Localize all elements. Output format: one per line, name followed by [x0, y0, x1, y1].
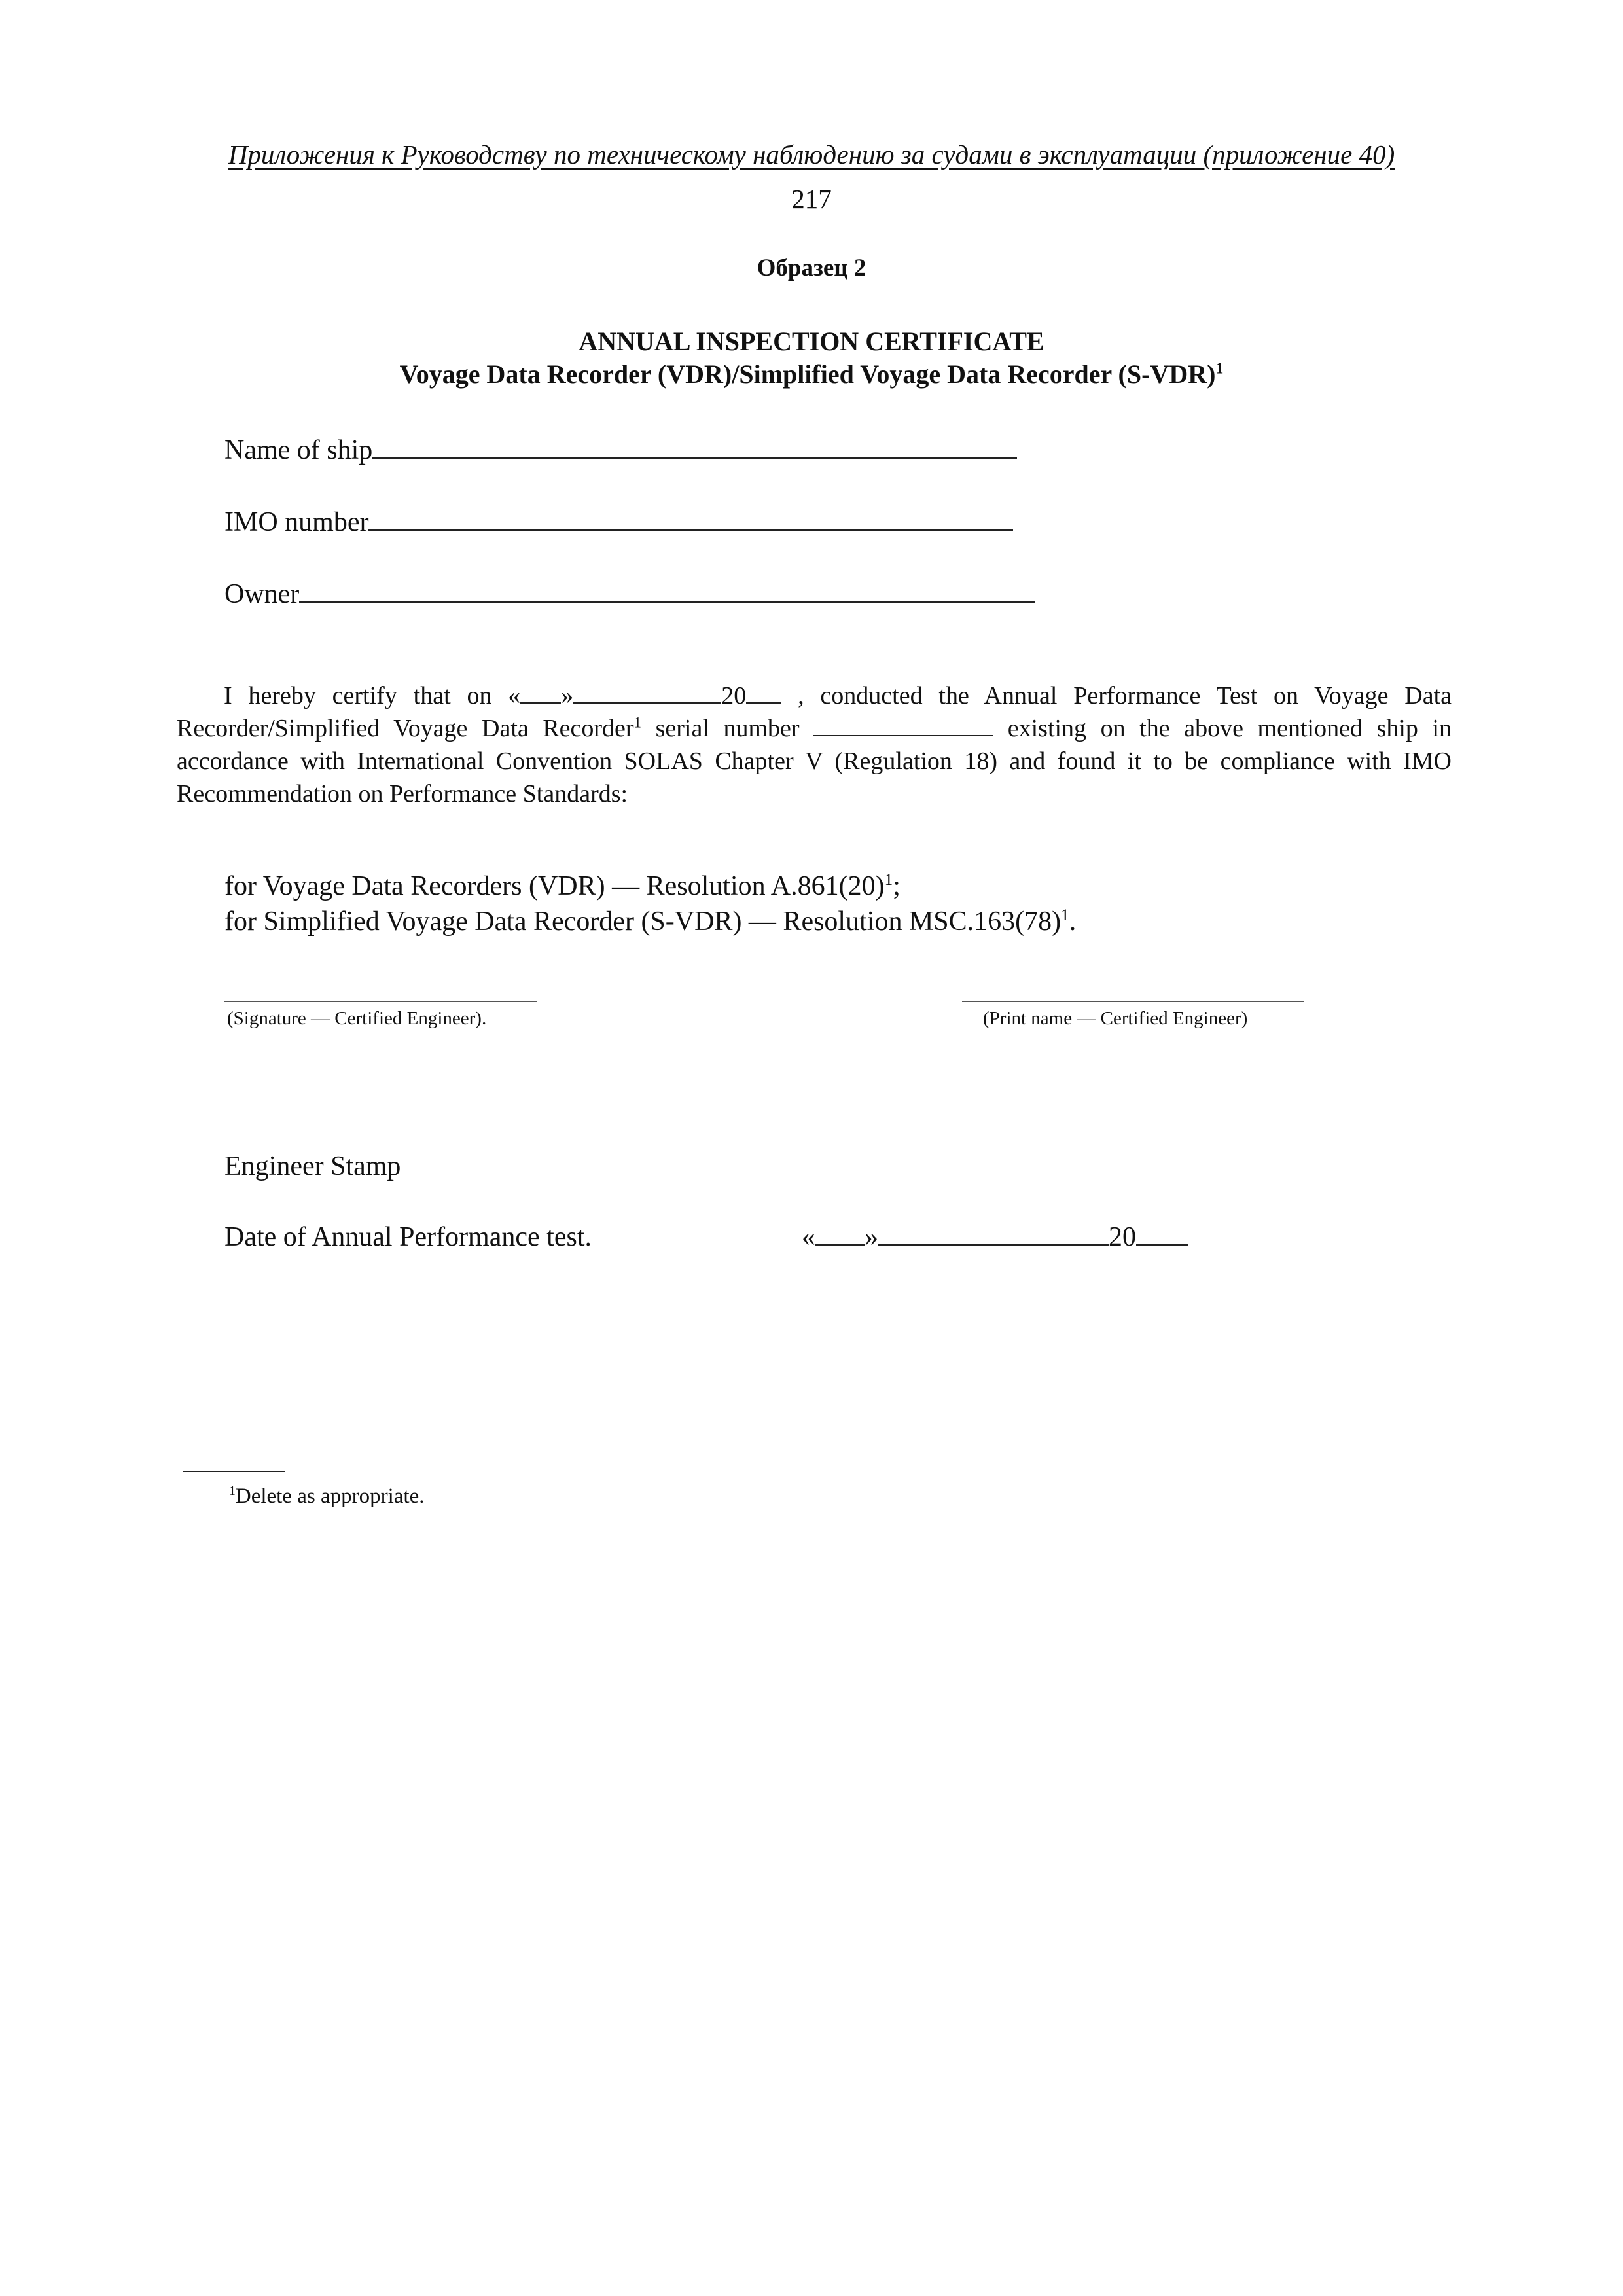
standard-vdr	[224, 870, 901, 902]
footnote-text: Delete as appropriate.	[235, 1484, 425, 1508]
year-blank[interactable]	[746, 684, 781, 704]
engineer-stamp: Engineer Stamp	[224, 1151, 401, 1181]
footnote-ref: 1	[633, 714, 641, 731]
date-month-blank[interactable]	[878, 1244, 1109, 1246]
certify-text-6: existing on the above mentioned ship in accordance with International Convention SOLAS Chapter V (Regulation 18) and found it to be compliance with IMO Recommendation on Performance Standards:	[177, 715, 1452, 808]
footnote-mark: 1	[229, 1484, 236, 1498]
date-close-quote: »	[865, 1222, 878, 1252]
standard-svdr	[224, 906, 1076, 937]
footnote-ref: 1	[1061, 906, 1069, 924]
name-of-ship-label: Name of ship	[224, 435, 373, 465]
owner-label: Owner	[224, 579, 300, 609]
month-blank[interactable]	[573, 684, 721, 704]
certification-paragraph	[177, 679, 1452, 810]
sample-label: Образец 2	[757, 255, 866, 281]
imo-number-field	[224, 507, 1013, 538]
name-of-ship-field	[224, 435, 1017, 466]
subtitle-text: Voyage Data Recorder (VDR)/Simplified Voyage Data Recorder (S-VDR)	[399, 359, 1216, 389]
running-header: Приложения к Руководству по техническому наблюдению за судами в эксплуатации (приложение 40)	[228, 139, 1395, 170]
serial-number-blank[interactable]	[813, 717, 993, 736]
signature-caption: (Signature — Certified Engineer).	[227, 1008, 487, 1029]
date-year-prefix: 20	[1109, 1222, 1136, 1252]
imo-number-blank[interactable]	[368, 529, 1013, 531]
certify-text-3: 20	[721, 682, 747, 709]
standard-vdr-text: for Voyage Data Recorders (VDR) — Resolution A.861(20)	[224, 871, 885, 901]
date-year-blank[interactable]	[1136, 1244, 1188, 1246]
date-test-value	[802, 1221, 1188, 1253]
standard-svdr-text: for Simplified Voyage Data Recorder (S-VDR) — Resolution MSC.163(78)	[224, 906, 1061, 937]
signature-line[interactable]	[224, 1001, 537, 1002]
owner-blank[interactable]	[299, 601, 1035, 603]
standard-svdr-end: .	[1069, 906, 1077, 937]
standard-vdr-end: ;	[893, 871, 901, 901]
print-name-line[interactable]	[962, 1001, 1304, 1002]
imo-number-label: IMO number	[224, 507, 369, 537]
owner-field	[224, 579, 1035, 610]
footnote-divider	[183, 1471, 285, 1472]
certify-text-5: serial number	[655, 715, 800, 742]
date-day-blank[interactable]	[815, 1244, 865, 1246]
name-of-ship-blank[interactable]	[372, 457, 1017, 459]
page-number: 217	[791, 184, 832, 214]
footnote	[229, 1484, 425, 1509]
certify-text-1: I hereby certify that on «	[224, 682, 521, 709]
certificate-title: ANNUAL INSPECTION CERTIFICATE	[579, 327, 1044, 356]
certificate-subtitle	[0, 359, 1623, 389]
certify-text-4: , conducted the Annual Performance Test on Voyage Data Recorder/Simplified Voyage Data Recorder	[177, 682, 1452, 742]
certify-text-2: »	[561, 682, 574, 709]
date-open-quote: «	[802, 1222, 815, 1252]
footnote-ref: 1	[1215, 360, 1224, 378]
footnote-ref: 1	[884, 871, 893, 889]
date-test-label: Date of Annual Performance test.	[224, 1222, 592, 1252]
print-name-caption: (Print name — Certified Engineer)	[983, 1008, 1248, 1029]
day-blank[interactable]	[520, 684, 561, 704]
